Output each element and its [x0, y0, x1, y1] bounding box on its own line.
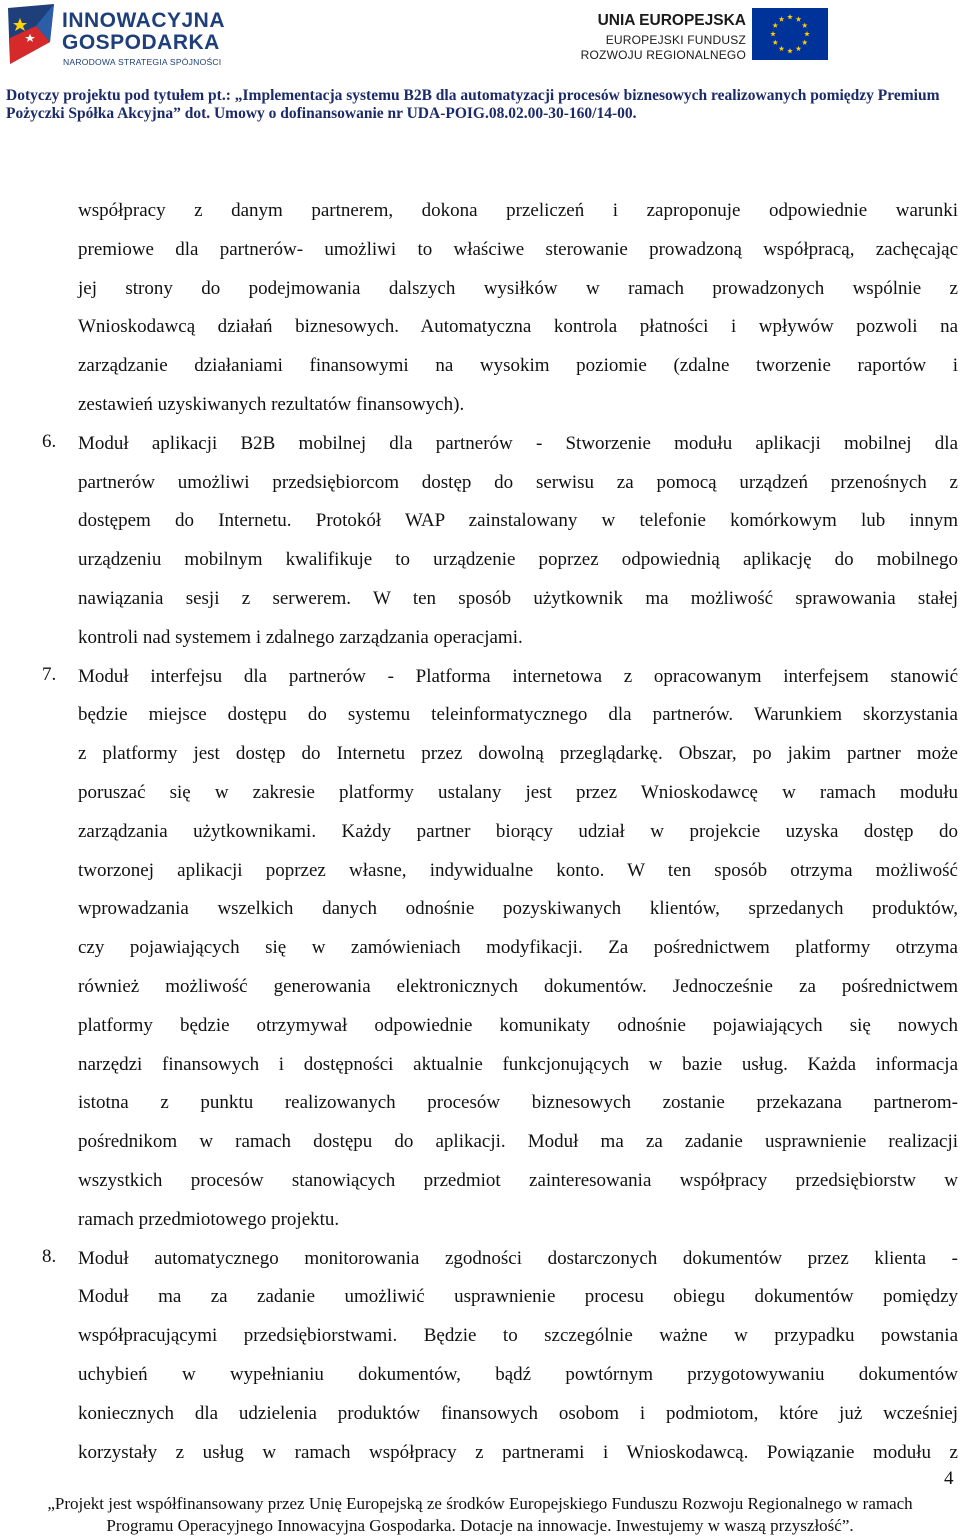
- body-line: czy pojawiających się w zamówieniach modyfikacji. Za pośrednictwem platformy otrzyma: [78, 937, 958, 959]
- body-line: współpracy z danym partnerem, dokona przeliczeń i zaproponuje odpowiednie warunki: [78, 200, 958, 221]
- body-line: koniecznych dla udzielenia produktów finansowych osobom i podmiotom, które już wcześniej: [78, 1402, 958, 1424]
- eu-logo-line1: UNIA EUROPEJSKA: [597, 12, 746, 29]
- body-line: tworzonej aplikacji poprzez własne, indywidualne konto. W ten sposób otrzyma możliwość: [78, 859, 958, 881]
- document-body: [78, 192, 958, 1472]
- body-line: z platformy jest dostęp do Internetu przez dowolną przeglądarkę. Obszar, po jakim partner może: [78, 743, 958, 765]
- project-title-line2: Pożyczki Spółka Akcyjna” dot. Umowy o dofinansowanie nr UDA-POIG.08.02.00-30-160/14-00.: [6, 105, 637, 122]
- body-line: zestawień uzyskiwanych rezultatów finansowych).: [78, 393, 465, 415]
- list-number: 8.: [42, 1245, 57, 1267]
- body-line: istotna z punktu realizowanych procesów biznesowych zostanie przekazana partnerom-: [78, 1092, 958, 1114]
- list-number: 7.: [42, 663, 57, 685]
- body-line: wprowadzania wszelkich danych odnośnie pozyskiwanych klientów, sprzedanych produktów,: [78, 898, 958, 920]
- footer-line2: Programu Operacyjnego Innowacyjna Gospodarka. Dotacje na innowacje. Inwestujemy w waszą przyszłość”.: [106, 1516, 854, 1535]
- body-line: premiowe dla partnerów- umożliwi to właściwe sterowanie prowadzoną współpracą, zachęcając: [78, 238, 958, 260]
- body-line: urządzeniu mobilnym kwalifikuje to urządzenie poprzez odpowiednią aplikację do mobilnego: [78, 549, 958, 571]
- logo-title-line2: GOSPODARKA: [62, 31, 220, 54]
- eu-flag-icon: [752, 8, 828, 60]
- body-line: korzystały z usług w ramach współpracy z partnerami i Wnioskodawcą. Powiązanie modułu z: [78, 1441, 958, 1463]
- eu-logo-line2: EUROPEJSKI FUNDUSZ: [605, 33, 746, 47]
- body-line: kontroli nad systemem i zdalnego zarządzania operacjami.: [78, 626, 523, 648]
- body-line: pośrednikom w ramach dostępu do aplikacji. Moduł ma za zadanie usprawnienie realizacji: [78, 1131, 958, 1153]
- body-line: uchybień w wypełnianiu dokumentów, bądź powtórnym przygotowywaniu dokumentów: [78, 1363, 958, 1385]
- body-line: nawiązania sesji z serwerem. W ten sposób użytkownik ma możliwość sprawowania stałej: [78, 587, 958, 609]
- logo-subtitle: NARODOWA STRATEGIA SPÓJNOŚCI: [63, 57, 222, 67]
- body-line: współpracującymi przedsiębiorstwami. Będzie to szczególnie ważne w przypadku powstania: [78, 1325, 958, 1347]
- body-line: ramach przedmiotowego projektu.: [78, 1208, 340, 1230]
- flag-logo-icon: [6, 4, 58, 66]
- body-line: partnerów umożliwi przedsiębiorcom dostęp do serwisu za pomocą urządzeń przenośnych z: [78, 471, 958, 493]
- body-line: Moduł aplikacji B2B mobilnej dla partnerów - Stworzenie modułu aplikacji mobilnej dla: [78, 432, 958, 454]
- body-line: dostępem do Internetu. Protokół WAP zainstalowany w telefonie komórkowym lub innym: [78, 510, 958, 532]
- body-line: Moduł interfejsu dla partnerów - Platforma internetowa z opracowanym interfejsem stanowić: [78, 665, 958, 687]
- body-line: narzędzi finansowych i dostępności aktualnie funkcjonujących w bazie usług. Każda informacja: [78, 1053, 958, 1075]
- project-title-line1: Dotyczy projektu pod tytułem pt.: „Implementacja systemu B2B dla automatyzacji procesów biznesowych realizowanych pomiędzy Premium: [6, 87, 940, 104]
- body-line: Moduł ma za zadanie umożliwić usprawnienie procesu obiegu dokumentów pomiędzy: [78, 1286, 958, 1308]
- body-line: poruszać się w zakresie platformy ustalany jest przez Wnioskodawcę w ramach modułu: [78, 781, 958, 803]
- innowacyjna-gospodarka-logo: [6, 4, 226, 76]
- footer-line1: „Projekt jest współfinansowany przez Unię Europejską ze środków Europejskiego Funduszu Rozwoju Regionalnego w ramach: [47, 1494, 913, 1513]
- body-line: jej strony do podejmowania dalszych wysiłków w ramach prowadzonych wspólnie z: [78, 277, 958, 299]
- body-line: Moduł automatycznego monitorowania zgodności dostarczonych dokumentów przez klienta -: [78, 1247, 958, 1269]
- page-number: 4: [944, 1468, 954, 1489]
- body-line: Wnioskodawcą działań biznesowych. Automatyczna kontrola płatności i wpływów pozwoli na: [78, 316, 958, 338]
- body-line: zarządzanie działaniami finansowymi na wysokim poziomie (zdalne tworzenie raportów i: [78, 355, 958, 377]
- body-line: platformy będzie otrzymywał odpowiednie komunikaty odnośnie pojawiających się nowych: [78, 1014, 958, 1036]
- body-line: będzie miejsce dostępu do systemu teleinformatycznego dla partnerów. Warunkiem skorzystania: [78, 704, 958, 726]
- body-line: zarządzania użytkownikami. Każdy partner biorący udział w projekcie uzyska dostęp do: [78, 820, 958, 842]
- list-number: 6.: [42, 430, 57, 452]
- body-line: również możliwość generowania elektronicznych dokumentów. Jednocześnie za pośrednictwem: [78, 975, 958, 997]
- logo-title-line1: INNOWACYJNA: [62, 9, 226, 32]
- body-line: wszystkich procesów stanowiących przedmiot zainteresowania współpracy przedsiębiorstw w: [78, 1169, 958, 1191]
- eu-logo-line3: ROZWOJU REGIONALNEGO: [580, 48, 746, 62]
